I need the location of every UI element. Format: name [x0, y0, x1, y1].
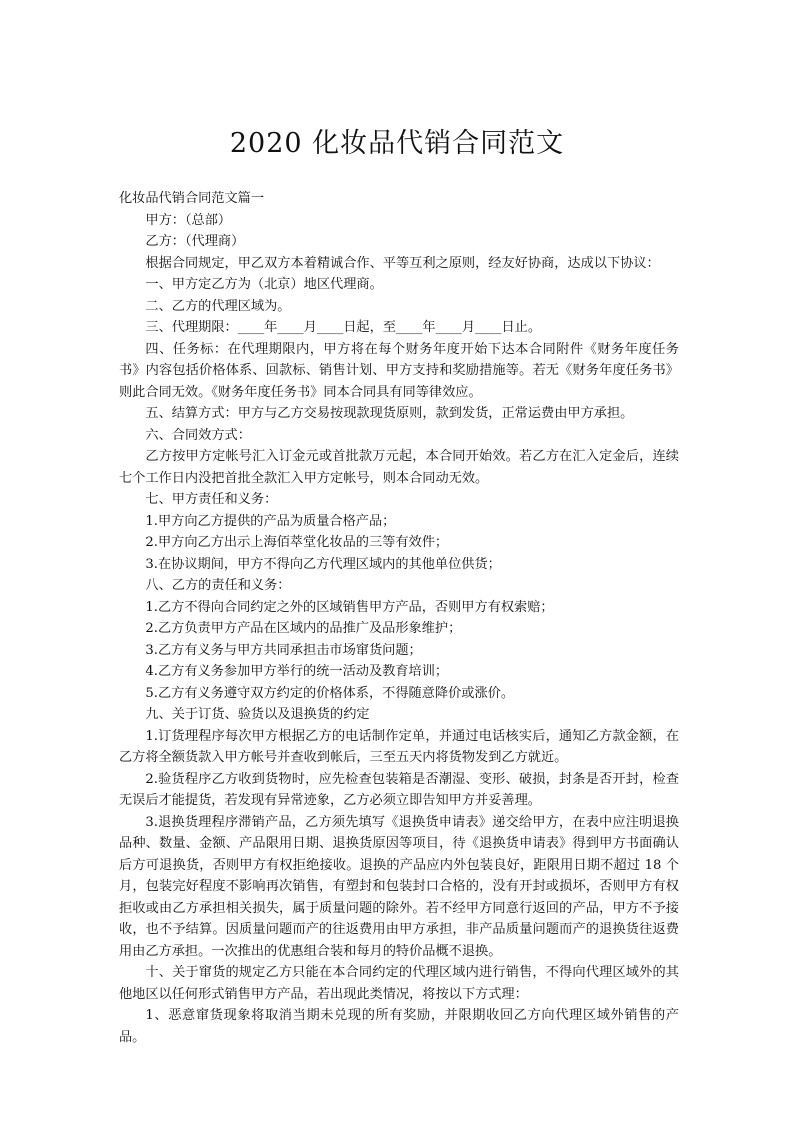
paragraph: 2.乙方负责甲方产品在区域内的品推广及品形象维护； — [145, 621, 462, 636]
paragraph: 十、关于窜货的规定乙方只能在本合同约定的代理区域内进行销售，不得向代理区域外的其他地区以任何形式销售甲方产品，若出现此类情况，将按以下方式理： — [119, 965, 679, 1002]
paragraph: 七、甲方责任和义务： — [145, 492, 278, 507]
paragraph: 六、合同效方式： — [145, 427, 251, 443]
paragraph: 3.在协议期间，甲方不得向乙方代理区域内的其他单位供货； — [145, 556, 501, 572]
paragraph: 1.订货理程序每次甲方根据乙方的电话制作定单，并通过电话核实后，通知乙方款金额，在乙方将全额货款入甲方帐号并查收到帐后，三至五天内将货物发到乙方就近。 — [119, 728, 679, 765]
paragraph: 三、代理期限：____年____月____日起，至____年____月____日止。 — [145, 320, 542, 335]
paragraph: 1.甲方向乙方提供的产品为质量合格产品； — [145, 513, 396, 529]
paragraph: 八、乙方的责任和义务： — [145, 578, 291, 593]
paragraph: 2.甲方向乙方出示上海佰萃堂化妆品的三等有效件； — [145, 535, 449, 550]
paragraph: 二、乙方的代理区域为。 — [145, 298, 291, 314]
paragraph: 九、关于订货、验货以及退换货的约定 — [145, 707, 370, 722]
paragraph: 根据合同规定，甲乙双方本着精诚合作、平等互利之原则，经友好协商，达成以下协议： — [145, 255, 660, 271]
paragraph: 甲方：（总部） — [145, 212, 232, 228]
paragraph: 一、甲方定乙方为（北京）地区代理商。 — [145, 277, 383, 292]
paragraph: 化妆品代销合同范文篇一 — [119, 191, 265, 206]
paragraph: 5.乙方有义务遵守双方约定的价格体系，不得随意降价或涨价。 — [145, 685, 515, 701]
paragraph: 四、任务标：在代理期限内，甲方将在每个财务年度开始下达本合同附件《财务年度任务书》内容包括价格体系、回款标、销售计划、甲方支持和奖励措施等。若无《财务年度任务书》则此合同无效。《财务年度任务书》同本合同具有同等律效应。 — [119, 341, 679, 400]
paragraph: 1、恶意窜货现象将取消当期未兑现的所有奖励，并限期收回乙方向代理区域外销售的产品。 — [119, 1008, 679, 1045]
document-body — [119, 188, 679, 1048]
paragraph: 乙方按甲方定帐号汇入订金元或首批款万元起，本合同开始效。若乙方在汇入定金后，连续七个工作日内没把首批全款汇入甲方定帐号，则本合同动无效。 — [119, 449, 679, 486]
paragraph: 1.乙方不得向合同约定之外的区域销售甲方产品，否则甲方有权索赔； — [145, 599, 554, 615]
paragraph: 3.乙方有义务与甲方共同承担击市场窜货问题； — [145, 642, 422, 658]
document-title: 2020 化妆品代销合同范文 — [229, 128, 565, 159]
paragraph: 乙方：（代理商） — [145, 234, 245, 249]
paragraph: 3.退换货理程序滞销产品，乙方须先填写《退换货申请表》递交给甲方，在表中应注明退换品种、数量、金额、产品限用日期、退换货原因等项目，待《退换货申请表》得到甲方书面确认后方可退换货，否则甲方有权拒绝接收。退换的产品应内外包装良好，距限用日期不超过 18 个月，包装完好程度不影响再次销售，有塑封和包装封口合格的，没有开封或损坏，否则甲方有权拒收或由乙方承担相关损失，属于质量问题的除外。若不经甲方同意行返回的产品，甲方不予接收，也不予结算。因质量问题而产的往返费用由甲方承担，非产品质量问题而产的退换货往返费用由乙方承担。一次推出的优惠组合装和每月的特价品概不退换。 — [119, 814, 679, 959]
paragraph: 五、结算方式：甲方与乙方交易按现款现货原则，款到发货，正常运费由甲方承担。 — [145, 406, 634, 421]
paragraph: 2.验货程序乙方收到货物时，应先检查包装箱是否潮湿、变形、破损，封条是否开封，检查无误后才能提货，若发现有异常迹象，乙方必须立即告知甲方并妥善理。 — [119, 771, 679, 808]
paragraph: 4.乙方有义务参加甲方举行的统一活动及教育培训； — [145, 664, 449, 679]
